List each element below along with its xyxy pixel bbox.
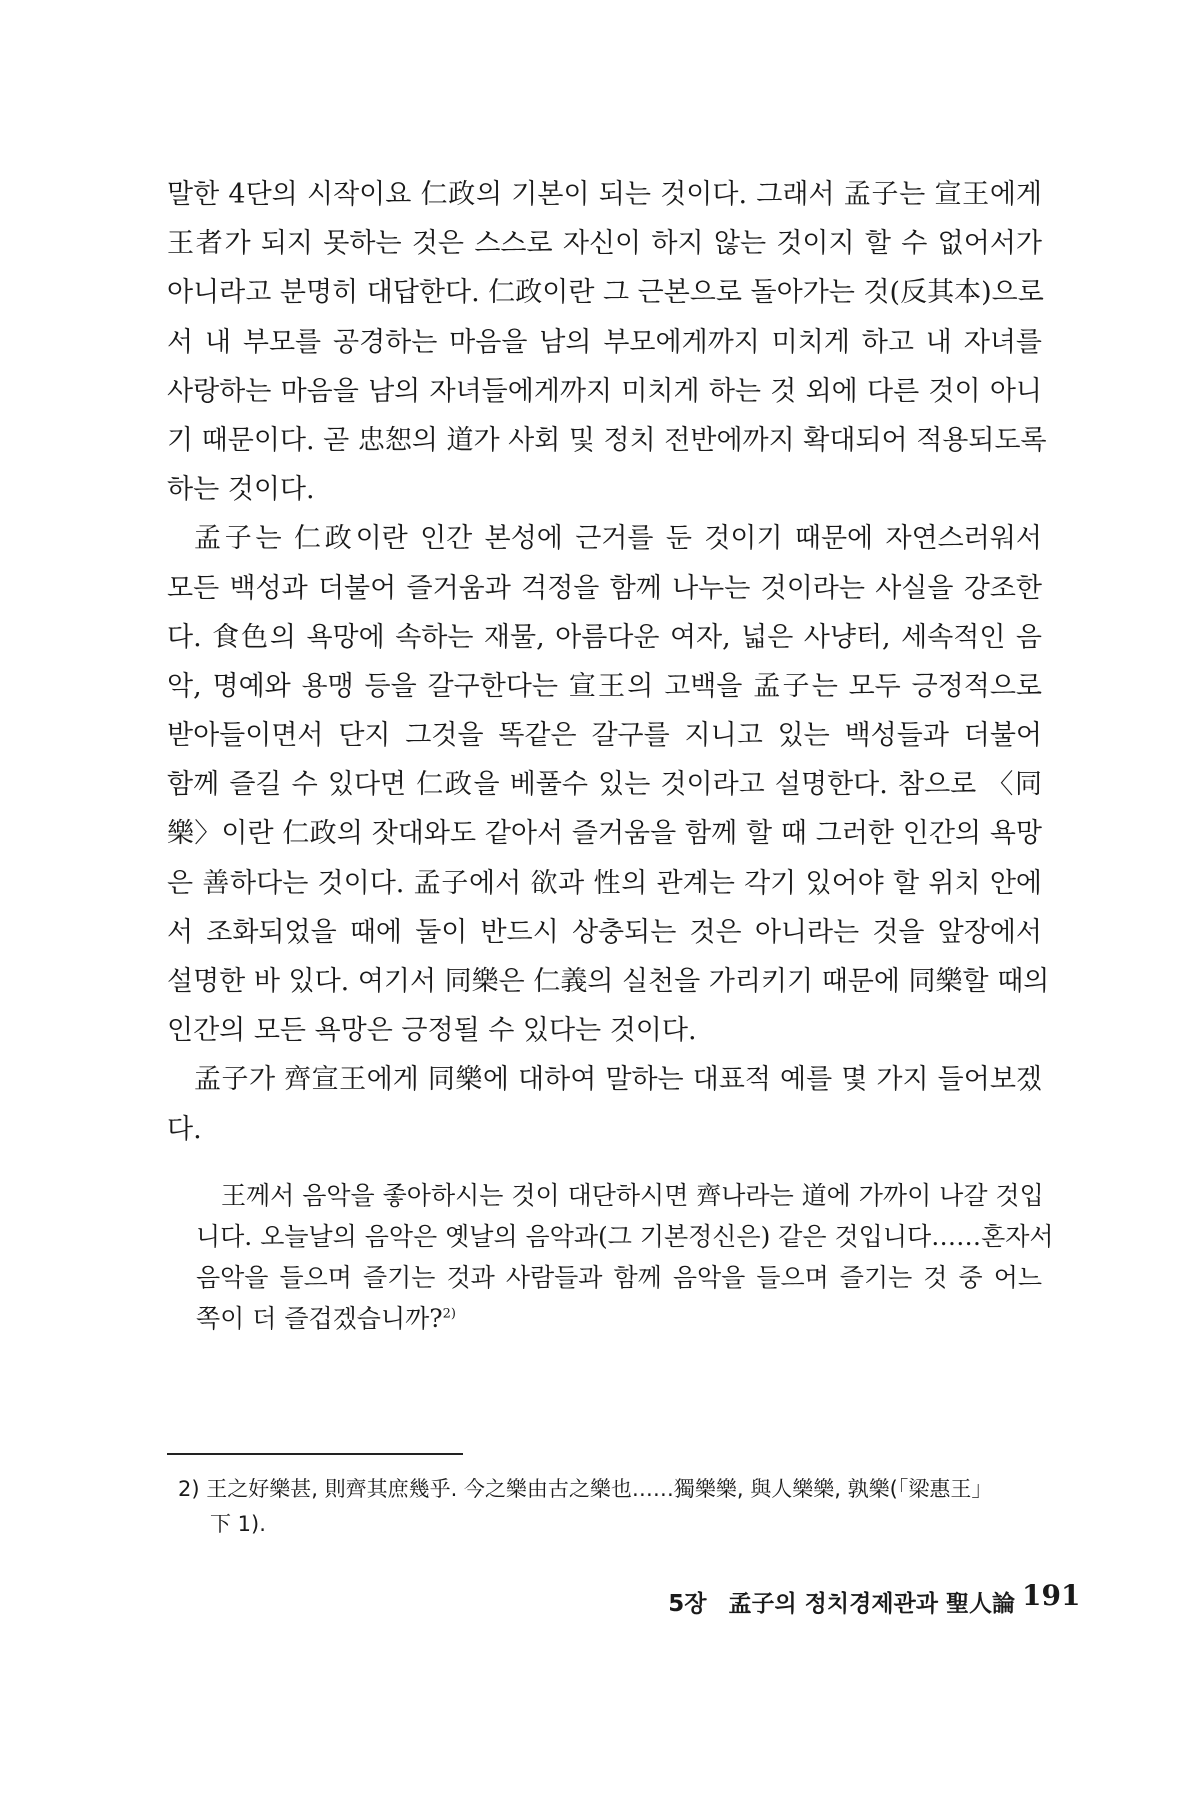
- text-line: 다. 食色의 욕망에 속하는 재물, 아름다운 여자, 넓은 사냥터, 세속적인 음: [167, 621, 1042, 653]
- quote-line: 王께서 음악을 좋아하시는 것이 대단하시면 齊나라는 道에 가까이 나갈 것입: [221, 1181, 1044, 1210]
- paragraph-3: [167, 1055, 1042, 1153]
- text-line: 서 내 부모를 공경하는 마음을 남의 부모에게까지 미치게 하고 내 자녀를: [167, 326, 1042, 358]
- running-footer: [0, 1585, 1015, 1618]
- text-line: 받아들이면서 단지 그것을 똑같은 갈구를 지니고 있는 백성들과 더불어: [167, 720, 1042, 752]
- quote-line: 니다. 오늘날의 음악은 옛날의 음악과(그 기본정신은) 같은 것입니다……혼자서: [196, 1222, 1054, 1251]
- chapter-label: 5장: [668, 1591, 707, 1617]
- text-line: 하는 것이다.: [167, 474, 315, 506]
- text-line: 王者가 되지 못하는 것은 스스로 자신이 하지 않는 것이지 할 수 없어서가: [167, 228, 1042, 260]
- text-line: 서 조화되었을 때에 둘이 반드시 상충되는 것은 아니라는 것을 앞장에서: [167, 916, 1042, 948]
- text-line: 말한 4단의 시작이요 仁政의 기본이 되는 것이다. 그래서 孟子는 宣王에게: [167, 179, 1042, 210]
- quote-line-last: [196, 1298, 1042, 1339]
- footnote: [178, 1472, 1042, 1542]
- footnote-marker[interactable]: 2): [442, 1306, 456, 1322]
- text-line: 인간의 모든 욕망은 긍정될 수 있다는 것이다.: [167, 1015, 697, 1047]
- text-line: 함께 즐길 수 있다면 仁政을 베풀수 있는 것이라고 설명한다. 참으로 〈同: [167, 769, 1042, 801]
- text-line: 孟子는 仁政이란 인간 본성에 근거를 둔 것이기 때문에 자연스러워서: [194, 523, 1042, 555]
- text-line: 사랑하는 마음을 남의 자녀들에게까지 미치게 하는 것 외에 다른 것이 아니: [167, 375, 1042, 407]
- text-line: 모든 백성과 더불어 즐거움과 걱정을 함께 나누는 것이라는 사실을 강조한: [167, 572, 1042, 604]
- footnote-divider: [167, 1453, 463, 1455]
- page-number: 191: [1022, 1579, 1081, 1612]
- text-line: 악, 명예와 용맹 등을 갈구한다는 宣王의 고백을 孟子는 모두 긍정적으로: [167, 670, 1042, 702]
- text-line: 다.: [167, 1113, 202, 1145]
- text-line: 은 善하다는 것이다. 孟子에서 欲과 性의 관계는 각기 있어야 할 위치 안에: [167, 867, 1042, 899]
- text-line: 孟子가 齊宣王에게 同樂에 대하여 말하는 대표적 예를 몇 가지 들어보겠: [194, 1064, 1042, 1096]
- footnote-line: 2) 王之好樂甚, 則齊其庶幾乎. 今之樂由古之樂也……獨樂樂, 與人樂樂, 孰樂(「梁惠王」: [178, 1477, 993, 1501]
- main-text: [167, 170, 1050, 1154]
- text-line: 樂〉이란 仁政의 잣대와도 같아서 즐거움을 함께 할 때 그러한 인간의 욕망: [167, 818, 1042, 850]
- text-line: 기 때문이다. 곧 忠恕의 道가 사회 및 정치 전반에까지 확대되어 적용되도록: [167, 424, 1047, 456]
- chapter-title: 孟子의 정치경제관과 聖人論: [728, 1591, 1015, 1617]
- quote-line: 음악을 들으며 즐기는 것과 사람들과 함께 음악을 들으며 즐기는 것 중 어느: [196, 1263, 1042, 1292]
- quote-line-text: 쪽이 더 즐겁겠습니까?: [196, 1304, 443, 1333]
- footnote-line: 下 1).: [210, 1512, 266, 1536]
- text-line: 설명한 바 있다. 여기서 同樂은 仁義의 실천을 가리키기 때문에 同樂할 때의: [167, 966, 1050, 997]
- text-line: 아니라고 분명히 대답한다. 仁政이란 그 근본으로 돌아가는 것(反其本)으로: [167, 277, 1044, 309]
- paragraph-1: [167, 170, 1047, 514]
- block-quote: [196, 1175, 1054, 1339]
- paragraph-2: [167, 514, 1050, 1055]
